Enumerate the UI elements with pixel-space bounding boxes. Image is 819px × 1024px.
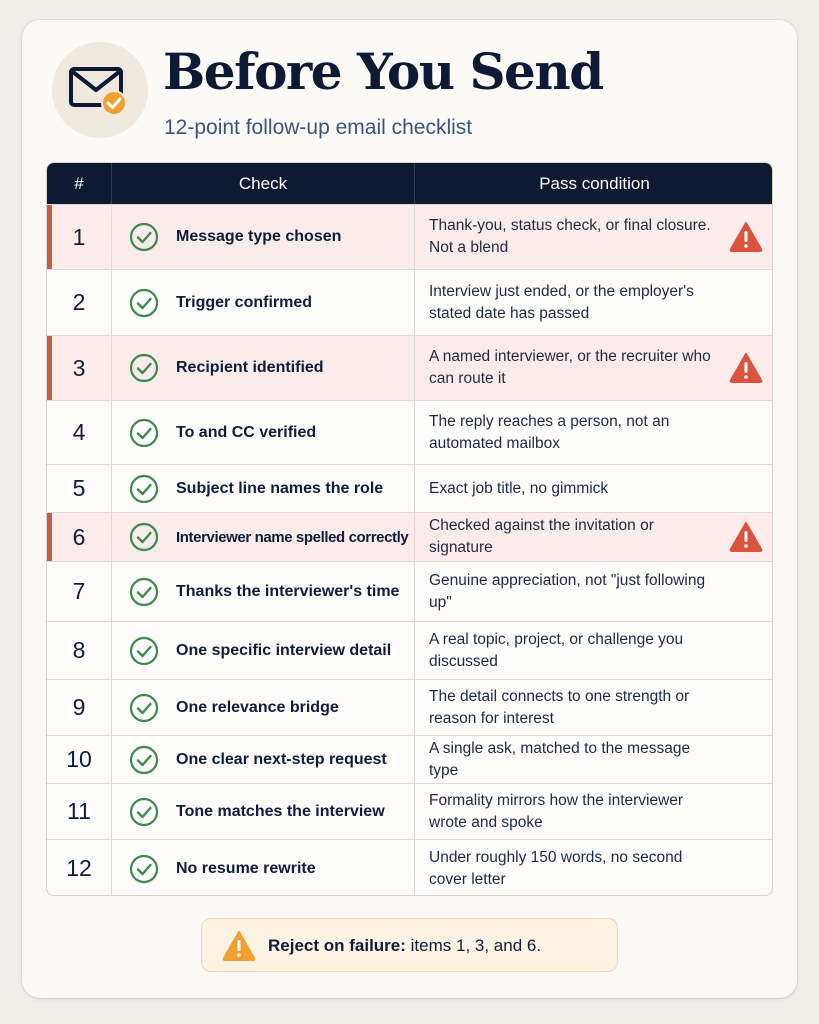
page-title: Before You Send [163, 42, 603, 101]
pass-condition-cell [414, 205, 773, 269]
pass-condition-text: A real topic, project, or challenge you discussed [429, 630, 684, 670]
table-row [47, 679, 773, 735]
table-row [47, 735, 773, 783]
column-header-pass-condition: Pass condition [414, 163, 773, 204]
table-header [47, 163, 773, 204]
table-row [47, 335, 773, 400]
row-number: 4 [72, 419, 86, 445]
row-number: 6 [72, 523, 86, 550]
pass-condition-text: The detail connects to one strength or reason for interest [429, 687, 690, 727]
pass-condition-text: Genuine appreciation, not "just following up" [429, 571, 706, 611]
check-circle-icon [129, 288, 159, 318]
row-number: 12 [66, 855, 92, 881]
check-label: To and CC verified [176, 423, 317, 441]
check-cell [111, 784, 414, 839]
reject-label: Reject on failure: [268, 936, 406, 955]
table-row [47, 464, 773, 512]
pass-condition-text: A named interviewer, or the recruiter who can route it [429, 348, 711, 387]
pass-condition-text: Exact job title, no gimmick [429, 479, 609, 497]
table-row [47, 269, 773, 335]
check-cell [111, 562, 414, 621]
reject-callout-text [268, 919, 541, 973]
table-row [47, 204, 773, 269]
pass-condition-text: Thank-you, status check, or final closure. Not a blend [429, 217, 711, 256]
pass-condition-cell [414, 622, 773, 679]
row-number: 11 [67, 798, 91, 824]
table-row [47, 512, 773, 561]
table-row [47, 561, 773, 621]
check-circle-icon [129, 222, 159, 252]
pass-condition-cell [414, 401, 773, 464]
check-circle-icon [129, 474, 159, 504]
row-number: 10 [66, 746, 92, 772]
check-label: One specific interview detail [176, 641, 392, 659]
column-header-number: # [74, 174, 84, 193]
pass-condition-text: Formality mirrors how the interviewer wrote and spoke [429, 791, 684, 831]
envelope-check-icon [68, 66, 132, 118]
check-label: No resume rewrite [176, 859, 316, 877]
check-circle-icon [129, 854, 159, 884]
check-label: Recipient identified [176, 359, 324, 376]
pass-condition-cell [414, 465, 773, 512]
check-circle-icon [129, 693, 159, 723]
check-cell [111, 840, 414, 896]
check-label: Trigger confirmed [176, 293, 313, 311]
pass-condition-cell [414, 840, 773, 896]
check-circle-icon [129, 353, 159, 383]
pass-condition-cell [414, 336, 773, 400]
column-header-check: Check [111, 163, 414, 204]
check-label: Subject line names the role [176, 479, 384, 497]
pass-condition-text: A single ask, matched to the message type [429, 739, 691, 779]
checklist-table [46, 162, 773, 896]
warning-icon [729, 221, 763, 252]
pass-condition-cell [414, 562, 773, 621]
row-number: 5 [72, 475, 86, 501]
row-number: 3 [72, 354, 86, 381]
check-cell [111, 205, 414, 269]
table-row [47, 621, 773, 679]
check-cell [111, 465, 414, 512]
check-label: Interviewer name spelled correctly [176, 528, 409, 546]
pass-condition-cell [414, 736, 773, 783]
table-row [47, 400, 773, 464]
check-label: One relevance bridge [176, 698, 339, 716]
check-cell [111, 680, 414, 735]
pass-condition-cell [414, 784, 773, 839]
check-cell [111, 401, 414, 464]
pass-condition-text: Interview just ended, or the employer's stated date has passed [429, 282, 694, 322]
check-cell [111, 736, 414, 783]
reject-items: items 1, 3, and 6. [410, 936, 542, 955]
warning-icon [729, 352, 763, 383]
logo [52, 42, 148, 138]
reject-callout [201, 918, 618, 972]
check-circle-icon [129, 745, 159, 775]
pass-condition-text: Under roughly 150 words, no second cover letter [429, 848, 683, 888]
check-circle-icon [129, 636, 159, 666]
check-cell [111, 270, 414, 335]
check-cell [111, 336, 414, 400]
row-number: 7 [72, 578, 86, 604]
row-number: 9 [72, 694, 86, 720]
warning-icon [222, 930, 256, 961]
check-label: Tone matches the interview [176, 802, 385, 820]
check-cell [111, 622, 414, 679]
check-label: Message type chosen [176, 228, 342, 245]
check-circle-icon [129, 522, 159, 552]
warning-icon [729, 521, 763, 552]
page-subtitle: 12-point follow-up email checklist [164, 116, 473, 139]
check-label: One clear next-step request [176, 750, 387, 768]
table-row [47, 839, 773, 896]
pass-condition-cell [414, 513, 773, 561]
pass-condition-cell [414, 680, 773, 735]
check-circle-icon [129, 797, 159, 827]
pass-condition-cell [414, 270, 773, 335]
row-number: 2 [72, 289, 86, 315]
check-cell [111, 513, 414, 561]
table-row [47, 783, 773, 839]
row-number: 1 [72, 223, 86, 250]
pass-condition-text: The reply reaches a person, not an automated mailbox [429, 412, 670, 452]
pass-condition-text: Checked against the invitation or signature [429, 517, 654, 556]
check-label: Thanks the interviewer's time [176, 582, 400, 600]
check-circle-icon [129, 577, 159, 607]
check-circle-icon [129, 418, 159, 448]
row-number: 8 [72, 637, 86, 663]
